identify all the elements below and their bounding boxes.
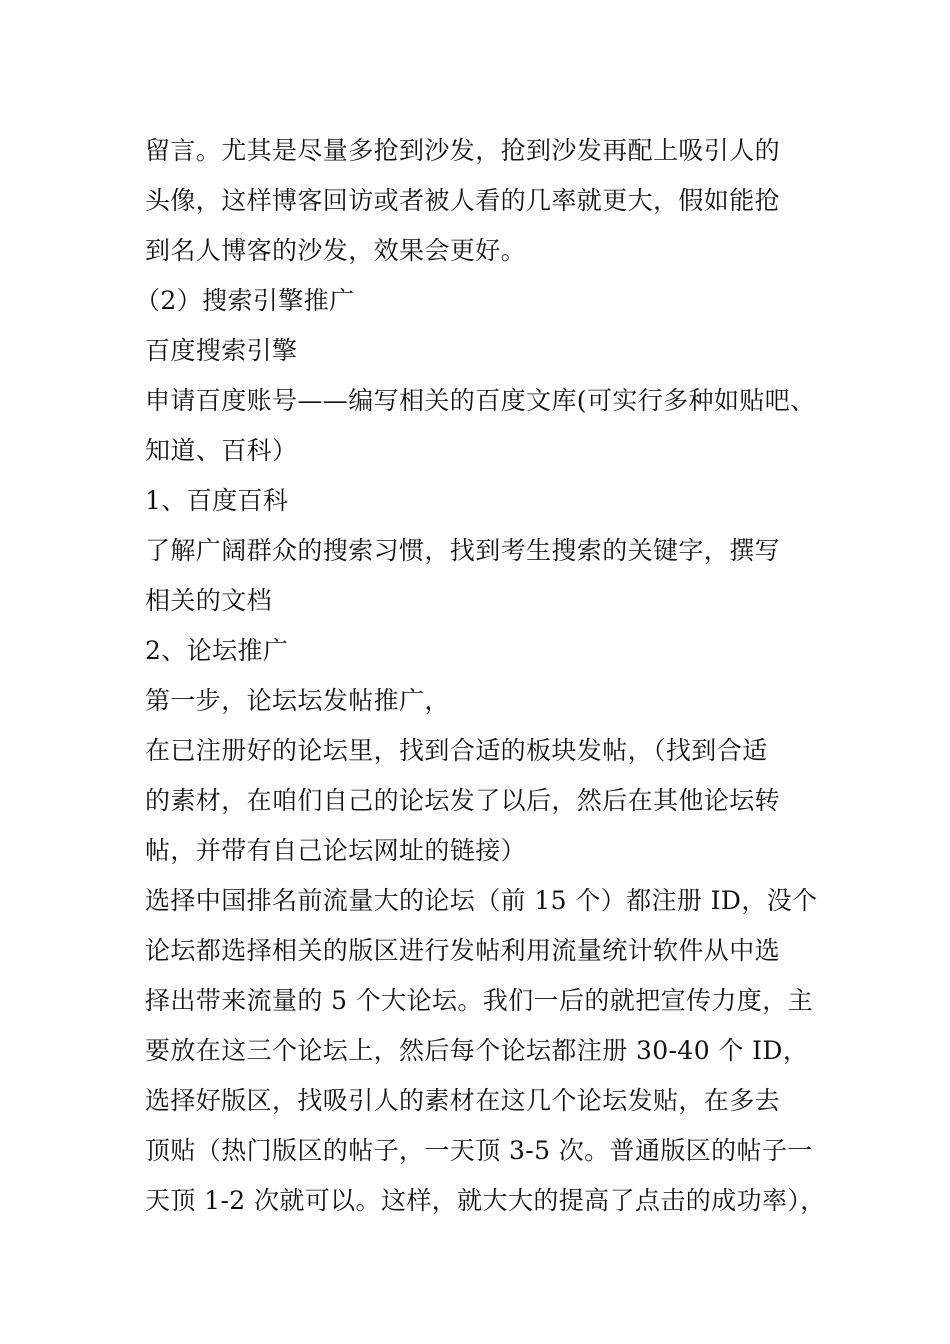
paragraph-line: 知道、百科） (145, 436, 298, 465)
subsection-heading: 百度搜索引擎 (145, 336, 298, 365)
paragraph-line: 相关的文档 (145, 586, 273, 615)
paragraph-line: 留言。尤其是尽量多抢到沙发，抢到沙发再配上吸引人的 (145, 136, 781, 165)
paragraph-line: 论坛都选择相关的版区进行发帖利用流量统计软件从中选 (145, 936, 781, 965)
paragraph-line: 了解广阔群众的搜索习惯，找到考生搜索的关键字，撰写 (145, 536, 781, 565)
paragraph-line: 顶贴（热门版区的帖子，一天顶 3-5 次。普通版区的帖子一 (145, 1136, 813, 1165)
paragraph-line: 择出带来流量的 5 个大论坛。我们一后的就把宣传力度，主 (145, 986, 814, 1015)
paragraph-line: 申请百度账号——编写相关的百度文库(可实行多种如贴吧、 (145, 386, 816, 415)
document-body (135, 126, 826, 1226)
paragraph-line: 天顶 1-2 次就可以。这样，就大大的提高了点击的成功率）， (145, 1186, 826, 1215)
paragraph-line: 选择中国排名前流量大的论坛（前 15 个）都注册 ID，没个 (145, 886, 818, 915)
list-heading: 1、百度百科 (145, 486, 289, 515)
paragraph-line: 第一步，论坛坛发帖推广， (145, 686, 450, 715)
paragraph-line: 帖，并带有自己论坛网址的链接） (145, 836, 527, 865)
paragraph-line: 在已注册好的论坛里，找到合适的板块发帖，（找到合适 (145, 736, 768, 765)
section-heading: （2）搜索引擎推广 (135, 286, 355, 315)
paragraph-line: 头像，这样博客回访或者被人看的几率就更大，假如能抢 (145, 186, 781, 215)
list-heading: 2、论坛推广 (145, 636, 289, 665)
paragraph-line: 要放在这三个论坛上，然后每个论坛都注册 30-40 个 ID， (145, 1036, 809, 1065)
paragraph-line: 的素材，在咱们自己的论坛发了以后，然后在其他论坛转 (145, 786, 781, 815)
paragraph-line: 选择好版区，找吸引人的素材在这几个论坛发贴，在多去 (145, 1086, 781, 1115)
paragraph-line: 到名人博客的沙发，效果会更好。 (145, 236, 527, 265)
